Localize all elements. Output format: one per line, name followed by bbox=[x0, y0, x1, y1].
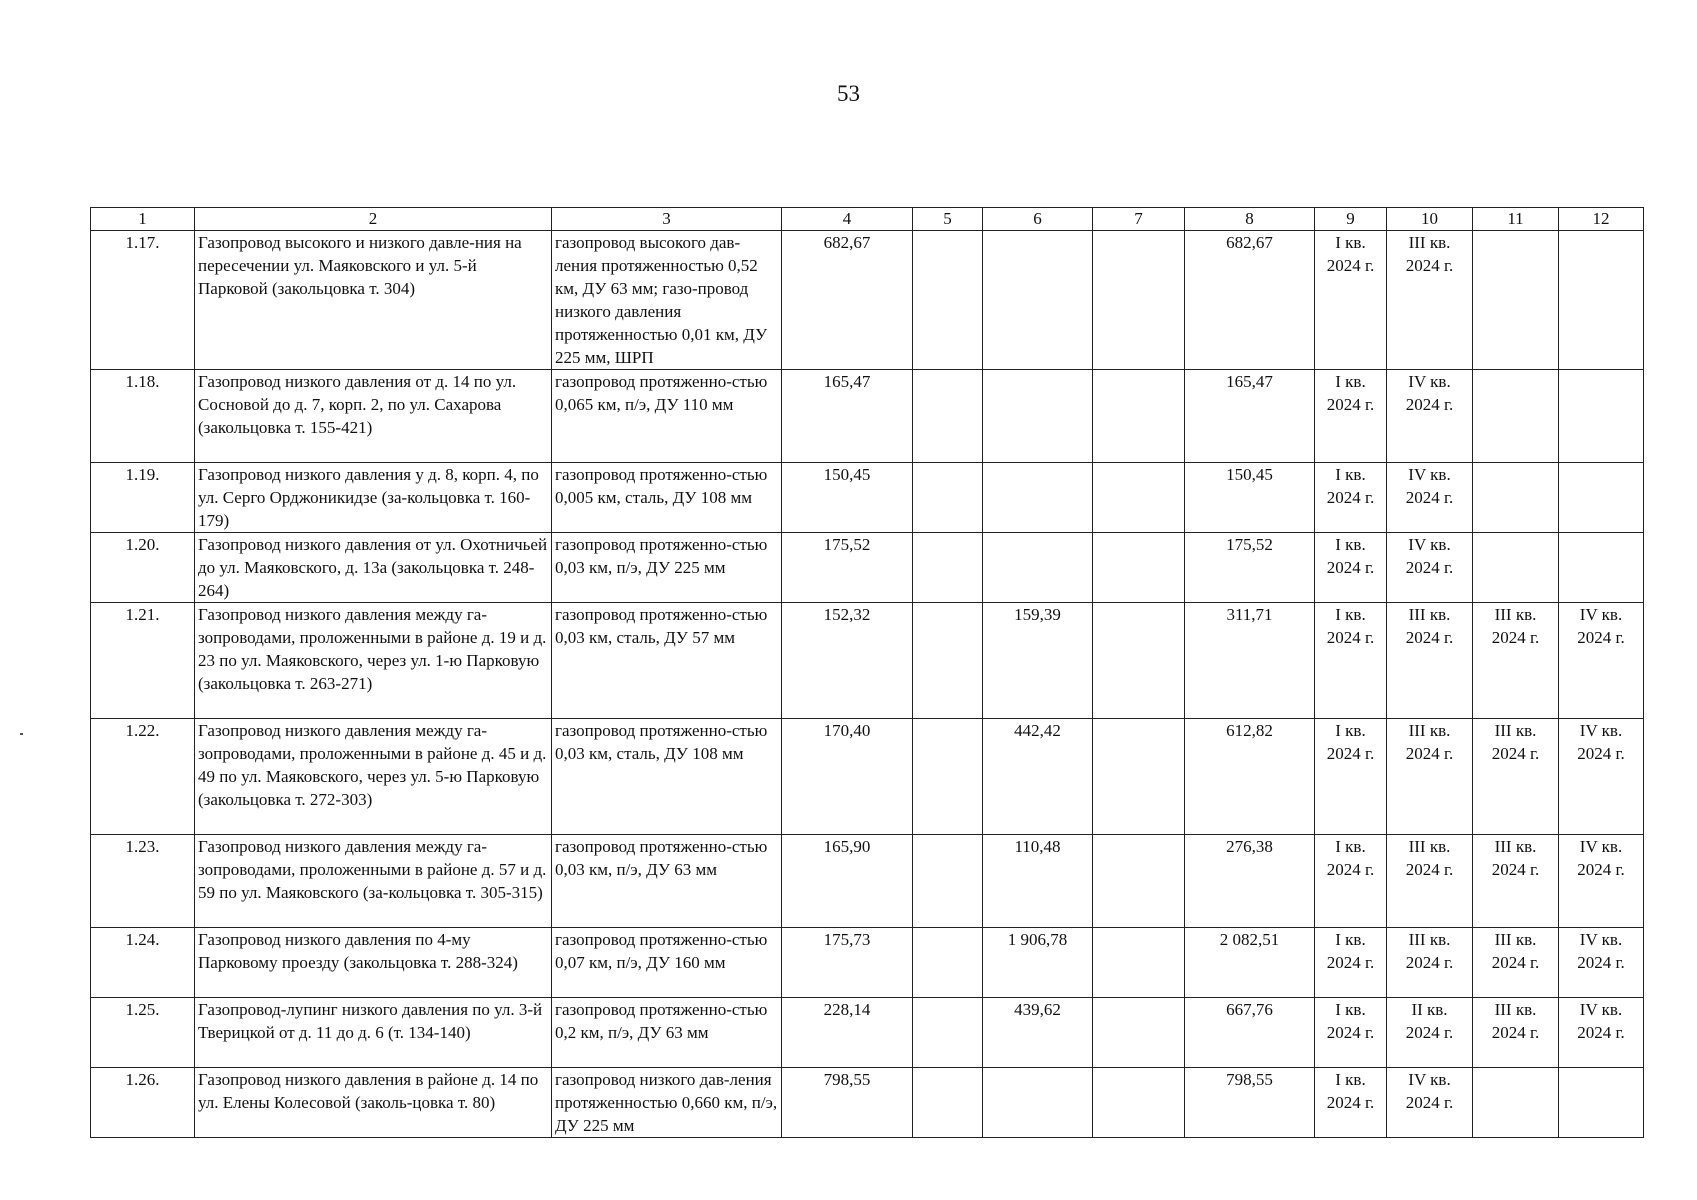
quarter-label: I кв. bbox=[1335, 721, 1366, 740]
quarter-label: III кв. bbox=[1408, 233, 1451, 252]
item-name-cell: Газопровод низкого давления по 4-му Парковому проезду (закольцовка т. 288-324) bbox=[195, 928, 552, 998]
period-cell-col9 bbox=[1315, 719, 1387, 835]
year-label: 2024 г. bbox=[1326, 256, 1375, 275]
value-cell-col5 bbox=[913, 928, 983, 998]
table-row bbox=[91, 231, 1644, 370]
item-number-cell: 1.24. bbox=[91, 928, 195, 998]
item-description-cell: газопровод протяженно-стью 0,03 км, сталь, ДУ 57 мм bbox=[552, 603, 782, 719]
year-label: 2024 г. bbox=[1326, 1093, 1375, 1112]
value-cell-col6 bbox=[983, 1068, 1093, 1138]
table-row bbox=[91, 719, 1644, 835]
header-cell: 7 bbox=[1093, 208, 1185, 231]
period-cell-col11 bbox=[1473, 1068, 1559, 1138]
quarter-label: IV кв. bbox=[1408, 372, 1451, 391]
value-cell-col8: 798,55 bbox=[1185, 1068, 1315, 1138]
item-number-cell: 1.25. bbox=[91, 998, 195, 1068]
item-number-cell: 1.17. bbox=[91, 231, 195, 370]
period-cell-col9 bbox=[1315, 998, 1387, 1068]
value-cell-col4: 798,55 bbox=[782, 1068, 913, 1138]
period-cell-col11 bbox=[1473, 463, 1559, 533]
year-label: 2024 г. bbox=[1577, 1023, 1625, 1042]
year-label: 2024 г. bbox=[1326, 488, 1375, 507]
year-label: 2024 г. bbox=[1405, 488, 1454, 507]
item-description-cell: газопровод низкого дав-ления протяженностью 0,660 км, п/э, ДУ 225 мм bbox=[552, 1068, 782, 1138]
period-cell-col9 bbox=[1315, 370, 1387, 463]
header-row bbox=[91, 208, 1644, 231]
header-cell: 1 bbox=[91, 208, 195, 231]
value-cell-col6 bbox=[983, 370, 1093, 463]
value-cell-col6: 439,62 bbox=[983, 998, 1093, 1068]
quarter-label: I кв. bbox=[1335, 535, 1366, 554]
value-cell-col4: 175,52 bbox=[782, 533, 913, 603]
item-name-cell: Газопровод низкого давления между га-зопроводами, проложенными в районе д. 45 и д. 49 по ул. Маяковского, через ул. 5-ю Парковую (закольцовка т. 272-303) bbox=[195, 719, 552, 835]
year-label: 2024 г. bbox=[1405, 860, 1454, 879]
item-number-cell: 1.26. bbox=[91, 1068, 195, 1138]
period-cell-col12 bbox=[1559, 463, 1644, 533]
item-name-cell: Газопровод-лупинг низкого давления по ул. 3-й Тверицкой от д. 11 до д. 6 (т. 134-140) bbox=[195, 998, 552, 1068]
value-cell-col6: 442,42 bbox=[983, 719, 1093, 835]
value-cell-col4: 170,40 bbox=[782, 719, 913, 835]
value-cell-col5 bbox=[913, 835, 983, 928]
quarter-label: I кв. bbox=[1335, 1000, 1366, 1019]
period-cell-col9 bbox=[1315, 533, 1387, 603]
item-description-cell: газопровод протяженно-стью 0,2 км, п/э, ДУ 63 мм bbox=[552, 998, 782, 1068]
table-row bbox=[91, 603, 1644, 719]
quarter-label: I кв. bbox=[1335, 605, 1366, 624]
period-cell-col11 bbox=[1473, 533, 1559, 603]
value-cell-col5 bbox=[913, 231, 983, 370]
year-label: 2024 г. bbox=[1326, 628, 1375, 647]
year-label: 2024 г. bbox=[1491, 628, 1540, 647]
value-cell-col8: 175,52 bbox=[1185, 533, 1315, 603]
item-name-cell: Газопровод высокого и низкого давле-ния на пересечении ул. Маяковского и ул. 5-й Парковой (закольцовка т. 304) bbox=[195, 231, 552, 370]
value-cell-col5 bbox=[913, 998, 983, 1068]
period-cell-col10 bbox=[1387, 463, 1473, 533]
quarter-label: III кв. bbox=[1494, 837, 1537, 856]
period-cell-col12 bbox=[1559, 835, 1644, 928]
quarter-label: I кв. bbox=[1335, 233, 1366, 252]
item-number-cell: 1.18. bbox=[91, 370, 195, 463]
header-cell: 5 bbox=[913, 208, 983, 231]
period-cell-col12 bbox=[1559, 998, 1644, 1068]
header-cell: 11 bbox=[1473, 208, 1559, 231]
period-cell-col12 bbox=[1559, 719, 1644, 835]
table-row bbox=[91, 1068, 1644, 1138]
value-cell-col6 bbox=[983, 231, 1093, 370]
item-description-cell: газопровод протяженно-стью 0,03 км, сталь, ДУ 108 мм bbox=[552, 719, 782, 835]
table-row bbox=[91, 835, 1644, 928]
quarter-label: I кв. bbox=[1335, 1070, 1366, 1089]
period-cell-col12 bbox=[1559, 1068, 1644, 1138]
value-cell-col6: 110,48 bbox=[983, 835, 1093, 928]
value-cell-col8: 311,71 bbox=[1185, 603, 1315, 719]
period-cell-col9 bbox=[1315, 463, 1387, 533]
value-cell-col4: 682,67 bbox=[782, 231, 913, 370]
year-label: 2024 г. bbox=[1405, 744, 1454, 763]
period-cell-col11 bbox=[1473, 603, 1559, 719]
quarter-label: I кв. bbox=[1335, 930, 1366, 949]
period-cell-col11 bbox=[1473, 719, 1559, 835]
investment-program-table bbox=[90, 207, 1644, 1138]
period-cell-col12 bbox=[1559, 533, 1644, 603]
value-cell-col6 bbox=[983, 463, 1093, 533]
year-label: 2024 г. bbox=[1326, 744, 1375, 763]
year-label: 2024 г. bbox=[1491, 860, 1540, 879]
value-cell-col8: 612,82 bbox=[1185, 719, 1315, 835]
year-label: 2024 г. bbox=[1405, 1023, 1454, 1042]
year-label: 2024 г. bbox=[1577, 953, 1625, 972]
quarter-label: I кв. bbox=[1335, 465, 1366, 484]
period-cell-col9 bbox=[1315, 603, 1387, 719]
value-cell-col8: 682,67 bbox=[1185, 231, 1315, 370]
year-label: 2024 г. bbox=[1326, 395, 1375, 414]
quarter-label: III кв. bbox=[1494, 721, 1537, 740]
header-cell: 9 bbox=[1315, 208, 1387, 231]
quarter-label: IV кв. bbox=[1579, 930, 1623, 949]
table-row bbox=[91, 533, 1644, 603]
year-label: 2024 г. bbox=[1405, 256, 1454, 275]
value-cell-col5 bbox=[913, 719, 983, 835]
item-name-cell: Газопровод низкого давления между га-зопроводами, проложенными в районе д. 57 и д. 59 по ул. Маяковского (за-кольцовка т. 305-315) bbox=[195, 835, 552, 928]
year-label: 2024 г. bbox=[1405, 558, 1454, 577]
year-label: 2024 г. bbox=[1577, 860, 1625, 879]
year-label: 2024 г. bbox=[1405, 628, 1454, 647]
year-label: 2024 г. bbox=[1491, 744, 1540, 763]
scan-speck bbox=[20, 733, 23, 735]
period-cell-col11 bbox=[1473, 998, 1559, 1068]
header-cell: 10 bbox=[1387, 208, 1473, 231]
period-cell-col10 bbox=[1387, 1068, 1473, 1138]
period-cell-col10 bbox=[1387, 835, 1473, 928]
value-cell-col7 bbox=[1093, 533, 1185, 603]
value-cell-col7 bbox=[1093, 719, 1185, 835]
period-cell-col10 bbox=[1387, 603, 1473, 719]
year-label: 2024 г. bbox=[1326, 953, 1375, 972]
value-cell-col8: 276,38 bbox=[1185, 835, 1315, 928]
header-cell: 6 bbox=[983, 208, 1093, 231]
page-number: 53 bbox=[837, 81, 860, 106]
period-cell-col10 bbox=[1387, 231, 1473, 370]
year-label: 2024 г. bbox=[1326, 1023, 1375, 1042]
value-cell-col7 bbox=[1093, 928, 1185, 998]
table-row bbox=[91, 463, 1644, 533]
item-description-cell: газопровод высокого дав-ления протяженностью 0,52 км, ДУ 63 мм; газо-провод низкого давления протяженностью 0,01 км, ДУ 225 мм, ШРП bbox=[552, 231, 782, 370]
quarter-label: III кв. bbox=[1494, 1000, 1537, 1019]
item-number-cell: 1.22. bbox=[91, 719, 195, 835]
quarter-label: II кв. bbox=[1411, 1000, 1448, 1019]
value-cell-col5 bbox=[913, 1068, 983, 1138]
quarter-label: III кв. bbox=[1494, 605, 1537, 624]
value-cell-col7 bbox=[1093, 835, 1185, 928]
value-cell-col8: 667,76 bbox=[1185, 998, 1315, 1068]
value-cell-col6 bbox=[983, 533, 1093, 603]
value-cell-col8: 150,45 bbox=[1185, 463, 1315, 533]
value-cell-col7 bbox=[1093, 603, 1185, 719]
item-description-cell: газопровод протяженно-стью 0,03 км, п/э, ДУ 63 мм bbox=[552, 835, 782, 928]
table-row bbox=[91, 370, 1644, 463]
value-cell-col8: 2 082,51 bbox=[1185, 928, 1315, 998]
year-label: 2024 г. bbox=[1405, 1093, 1454, 1112]
value-cell-col5 bbox=[913, 463, 983, 533]
table-row bbox=[91, 998, 1644, 1068]
period-cell-col10 bbox=[1387, 928, 1473, 998]
quarter-label: IV кв. bbox=[1579, 605, 1623, 624]
item-description-cell: газопровод протяженно-стью 0,03 км, п/э, ДУ 225 мм bbox=[552, 533, 782, 603]
quarter-label: I кв. bbox=[1335, 372, 1366, 391]
header-cell: 4 bbox=[782, 208, 913, 231]
value-cell-col7 bbox=[1093, 998, 1185, 1068]
value-cell-col6: 1 906,78 bbox=[983, 928, 1093, 998]
period-cell-col12 bbox=[1559, 603, 1644, 719]
year-label: 2024 г. bbox=[1405, 395, 1454, 414]
item-number-cell: 1.19. bbox=[91, 463, 195, 533]
quarter-label: I кв. bbox=[1335, 837, 1366, 856]
year-label: 2024 г. bbox=[1491, 1023, 1540, 1042]
period-cell-col9 bbox=[1315, 1068, 1387, 1138]
value-cell-col5 bbox=[913, 370, 983, 463]
quarter-label: III кв. bbox=[1408, 721, 1451, 740]
quarter-label: IV кв. bbox=[1408, 1070, 1451, 1089]
value-cell-col4: 175,73 bbox=[782, 928, 913, 998]
table-row bbox=[91, 928, 1644, 998]
period-cell-col10 bbox=[1387, 998, 1473, 1068]
year-label: 2024 г. bbox=[1326, 558, 1375, 577]
value-cell-col5 bbox=[913, 533, 983, 603]
period-cell-col10 bbox=[1387, 719, 1473, 835]
header-cell: 12 bbox=[1559, 208, 1644, 231]
header-cell: 2 bbox=[195, 208, 552, 231]
item-number-cell: 1.20. bbox=[91, 533, 195, 603]
period-cell-col12 bbox=[1559, 928, 1644, 998]
item-name-cell: Газопровод низкого давления от д. 14 по ул. Сосновой до д. 7, корп. 2, по ул. Сахарова (закольцовка т. 155-421) bbox=[195, 370, 552, 463]
quarter-label: III кв. bbox=[1408, 837, 1451, 856]
quarter-label: IV кв. bbox=[1579, 1000, 1623, 1019]
value-cell-col4: 150,45 bbox=[782, 463, 913, 533]
year-label: 2024 г. bbox=[1491, 953, 1540, 972]
value-cell-col7 bbox=[1093, 370, 1185, 463]
item-name-cell: Газопровод низкого давления у д. 8, корп. 4, по ул. Серго Орджоникидзе (за-кольцовка т. 160-179) bbox=[195, 463, 552, 533]
value-cell-col7 bbox=[1093, 1068, 1185, 1138]
year-label: 2024 г. bbox=[1577, 744, 1625, 763]
period-cell-col11 bbox=[1473, 370, 1559, 463]
quarter-label: III кв. bbox=[1408, 930, 1451, 949]
value-cell-col4: 228,14 bbox=[782, 998, 913, 1068]
item-description-cell: газопровод протяженно-стью 0,005 км, сталь, ДУ 108 мм bbox=[552, 463, 782, 533]
table-body bbox=[91, 231, 1644, 1138]
item-description-cell: газопровод протяженно-стью 0,065 км, п/э, ДУ 110 мм bbox=[552, 370, 782, 463]
period-cell-col9 bbox=[1315, 231, 1387, 370]
period-cell-col11 bbox=[1473, 835, 1559, 928]
quarter-label: IV кв. bbox=[1579, 837, 1623, 856]
quarter-label: IV кв. bbox=[1408, 535, 1451, 554]
value-cell-col4: 165,47 bbox=[782, 370, 913, 463]
period-cell-col10 bbox=[1387, 370, 1473, 463]
item-number-cell: 1.23. bbox=[91, 835, 195, 928]
period-cell-col9 bbox=[1315, 835, 1387, 928]
item-name-cell: Газопровод низкого давления между га-зопроводами, проложенными в районе д. 19 и д. 23 по ул. Маяковского, через ул. 1-ю Парковую (закольцовка т. 263-271) bbox=[195, 603, 552, 719]
value-cell-col4: 165,90 bbox=[782, 835, 913, 928]
value-cell-col7 bbox=[1093, 463, 1185, 533]
item-number-cell: 1.21. bbox=[91, 603, 195, 719]
year-label: 2024 г. bbox=[1577, 628, 1625, 647]
value-cell-col6: 159,39 bbox=[983, 603, 1093, 719]
quarter-label: III кв. bbox=[1494, 930, 1537, 949]
value-cell-col8: 165,47 bbox=[1185, 370, 1315, 463]
period-cell-col12 bbox=[1559, 231, 1644, 370]
period-cell-col9 bbox=[1315, 928, 1387, 998]
quarter-label: III кв. bbox=[1408, 605, 1451, 624]
item-name-cell: Газопровод низкого давления от ул. Охотничьей до ул. Маяковского, д. 13а (закольцовка т. 248-264) bbox=[195, 533, 552, 603]
year-label: 2024 г. bbox=[1405, 953, 1454, 972]
year-label: 2024 г. bbox=[1326, 860, 1375, 879]
value-cell-col7 bbox=[1093, 231, 1185, 370]
period-cell-col10 bbox=[1387, 533, 1473, 603]
item-description-cell: газопровод протяженно-стью 0,07 км, п/э, ДУ 160 мм bbox=[552, 928, 782, 998]
value-cell-col4: 152,32 bbox=[782, 603, 913, 719]
item-name-cell: Газопровод низкого давления в районе д. 14 по ул. Елены Колесовой (заколь-цовка т. 80) bbox=[195, 1068, 552, 1138]
value-cell-col5 bbox=[913, 603, 983, 719]
quarter-label: IV кв. bbox=[1579, 721, 1623, 740]
period-cell-col11 bbox=[1473, 928, 1559, 998]
period-cell-col11 bbox=[1473, 231, 1559, 370]
quarter-label: IV кв. bbox=[1408, 465, 1451, 484]
header-cell: 8 bbox=[1185, 208, 1315, 231]
period-cell-col12 bbox=[1559, 370, 1644, 463]
header-cell: 3 bbox=[552, 208, 782, 231]
